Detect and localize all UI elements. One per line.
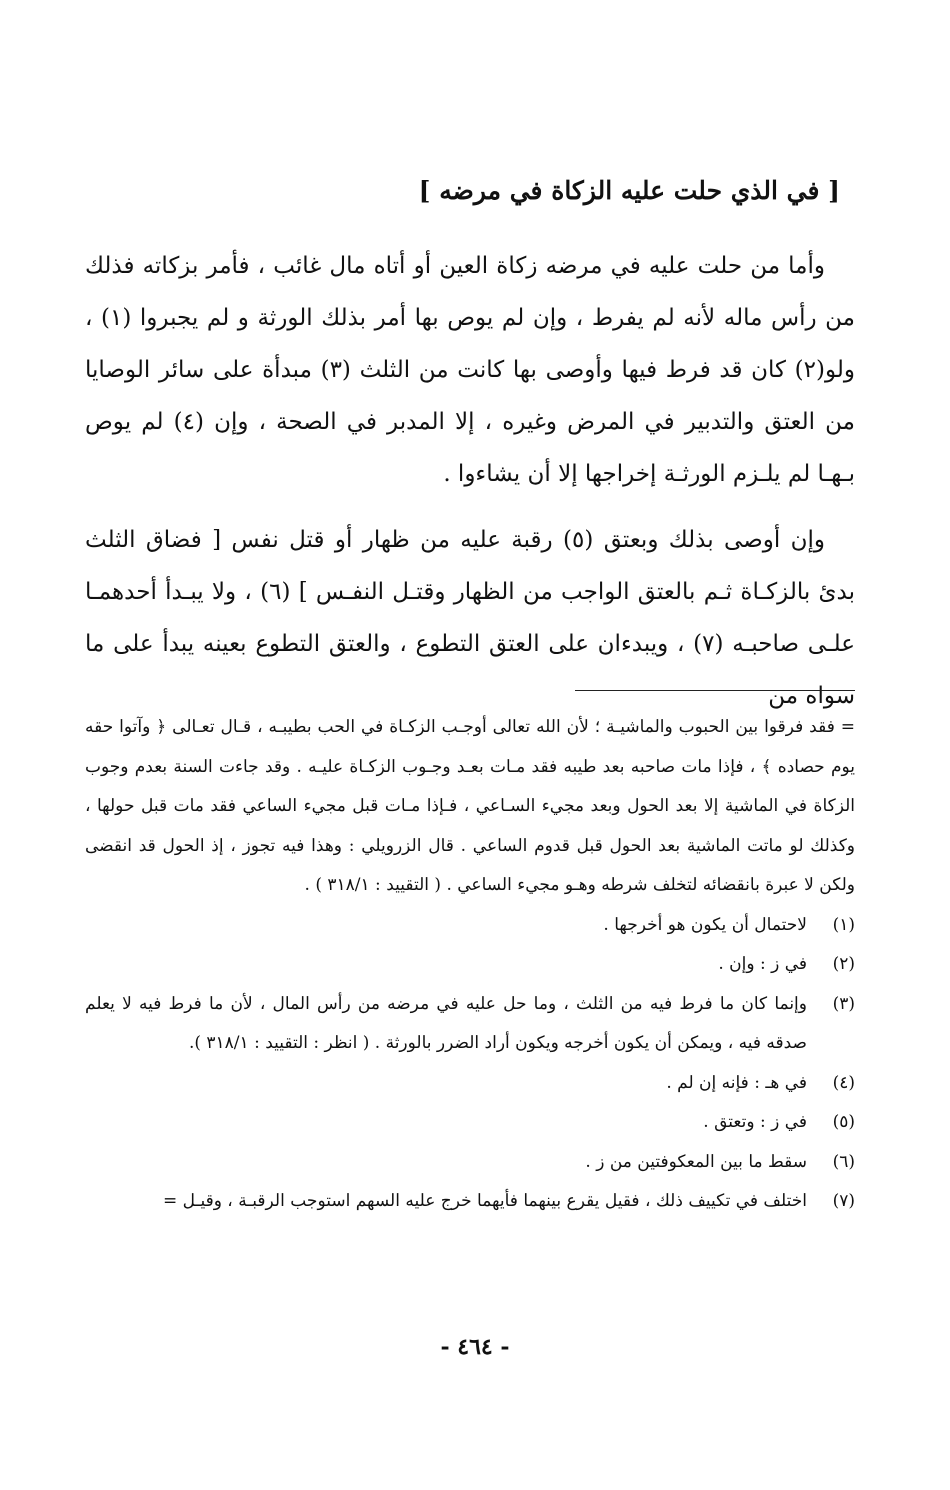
footnote-text: سقط ما بين المعكوفتين من ز . — [585, 1151, 807, 1172]
footnote-separator — [575, 690, 855, 691]
footnote-text: وإنما كان ما فرط فيه من الثلث ، وما حل عليه في مرضه من رأس المال ، لأن ما فرط فيه لا يعلم صدقه فيه ، ويمكن أن يكون أخرجه ويكون أراد الضرر بالورثة . ( انظر : التقييد : ٣١٨/١ ). — [85, 993, 807, 1053]
paragraph-2: وإن أوصى بذلك وبعتق (٥) رقبة عليه من ظهار أو قتل نفس [ فضاق الثلث بدئ بالزكـاة ثـم بالعتق الواجب من الظهار وقتـل النفـس ] (٦) ، ولا يبـدأ أحدهمـا علـى صاحبـه (٧) ، ويبدءان على العتق التطوع ، والعتق التطوع بعينه يبدأ على ما سواه من — [85, 527, 856, 709]
footnote-number: (٦) — [832, 1151, 855, 1172]
footnote-number: (٣) — [832, 993, 855, 1014]
footnotes — [85, 708, 855, 1222]
footnote-7 — [85, 1182, 855, 1222]
footnote-6 — [85, 1143, 855, 1183]
footnote-number: (٧) — [832, 1191, 855, 1211]
footnote-text: اختلف في تكييف ذلك ، فقيل يقرع بينهما فأيهما خرج عليه السهم استوجب الرقبـة ، وقيـل = — [162, 1191, 807, 1211]
footnote-text: في ز : وإن . — [718, 954, 807, 974]
footnote-number: (١) — [832, 914, 855, 935]
main-text — [85, 240, 855, 736]
footnote-5 — [85, 1103, 855, 1143]
footnote-2 — [85, 945, 855, 985]
footnote-4 — [85, 1064, 855, 1104]
page-number: - ٤٦٤ - — [440, 1334, 510, 1360]
footnote-1 — [85, 906, 855, 946]
continued-footnote: = فقد فرقوا بين الحبوب والماشيـة ؛ لأن الله تعالى أوجـب الزكـاة في الحب بطيبـه ، قـال تعـالى ﴿ وآتوا حقه يوم حصاده ﴾ ، فإذا مات صاحبه بعد طيبه فقد مـات بعـد وجـوب الزكـاة عليـه . وقد جاءت السنة بعدم وجوب الزكاة في الماشية إلا بعد الحول وبعد مجيء السـاعي ، فـإذا مـات قبل مجيء الساعي فقد مات قبل حولها ، وكذلك لو ماتت الماشية بعد الحول قبل قدوم الساعي . قال الزرويلي : وهذا فيه تجوز ، إذ الحول قد انقضى ولكن لا عبرة بانقضائه لتخلف شرطه وهـو مجيء الساعي . ( التقييد : ٣١٨/١ ) . — [85, 717, 855, 895]
footnote-number: (٤) — [832, 1072, 855, 1093]
footnote-text: في ز : وتعتق . — [703, 1112, 807, 1132]
section-heading: [ في الذي حلت عليه الزكاة في مرضه ] — [418, 176, 840, 205]
paragraph-1: وأما من حلت عليه في مرضه زكاة العين أو أتاه مال غائب ، فأمر بزكاته فذلك من رأس ماله لأنه لم يفرط ، وإن لم يوص بها أمر بذلك الورثة و لم يجبروا (١) ، ولو(٢) كان قد فرط فيها وأوصى بها كانت من الثلث (٣) مبدأة على سائر الوصايا من العتق والتدبير في المرض وغيره ، إلا المدبر في الصحة ، وإن (٤) لم يوص بـهـا لم يلـزم الورثـة إخراجها إلا أن يشاءوا . — [85, 253, 855, 487]
footnote-number: (٢) — [832, 954, 855, 974]
footnote-text: لاحتمال أن يكون هو أخرجها . — [603, 914, 807, 935]
footnote-text: في هـ : فإنه إن لم . — [666, 1072, 807, 1093]
footnote-3 — [85, 985, 855, 1064]
footnote-number: (٥) — [832, 1112, 855, 1132]
